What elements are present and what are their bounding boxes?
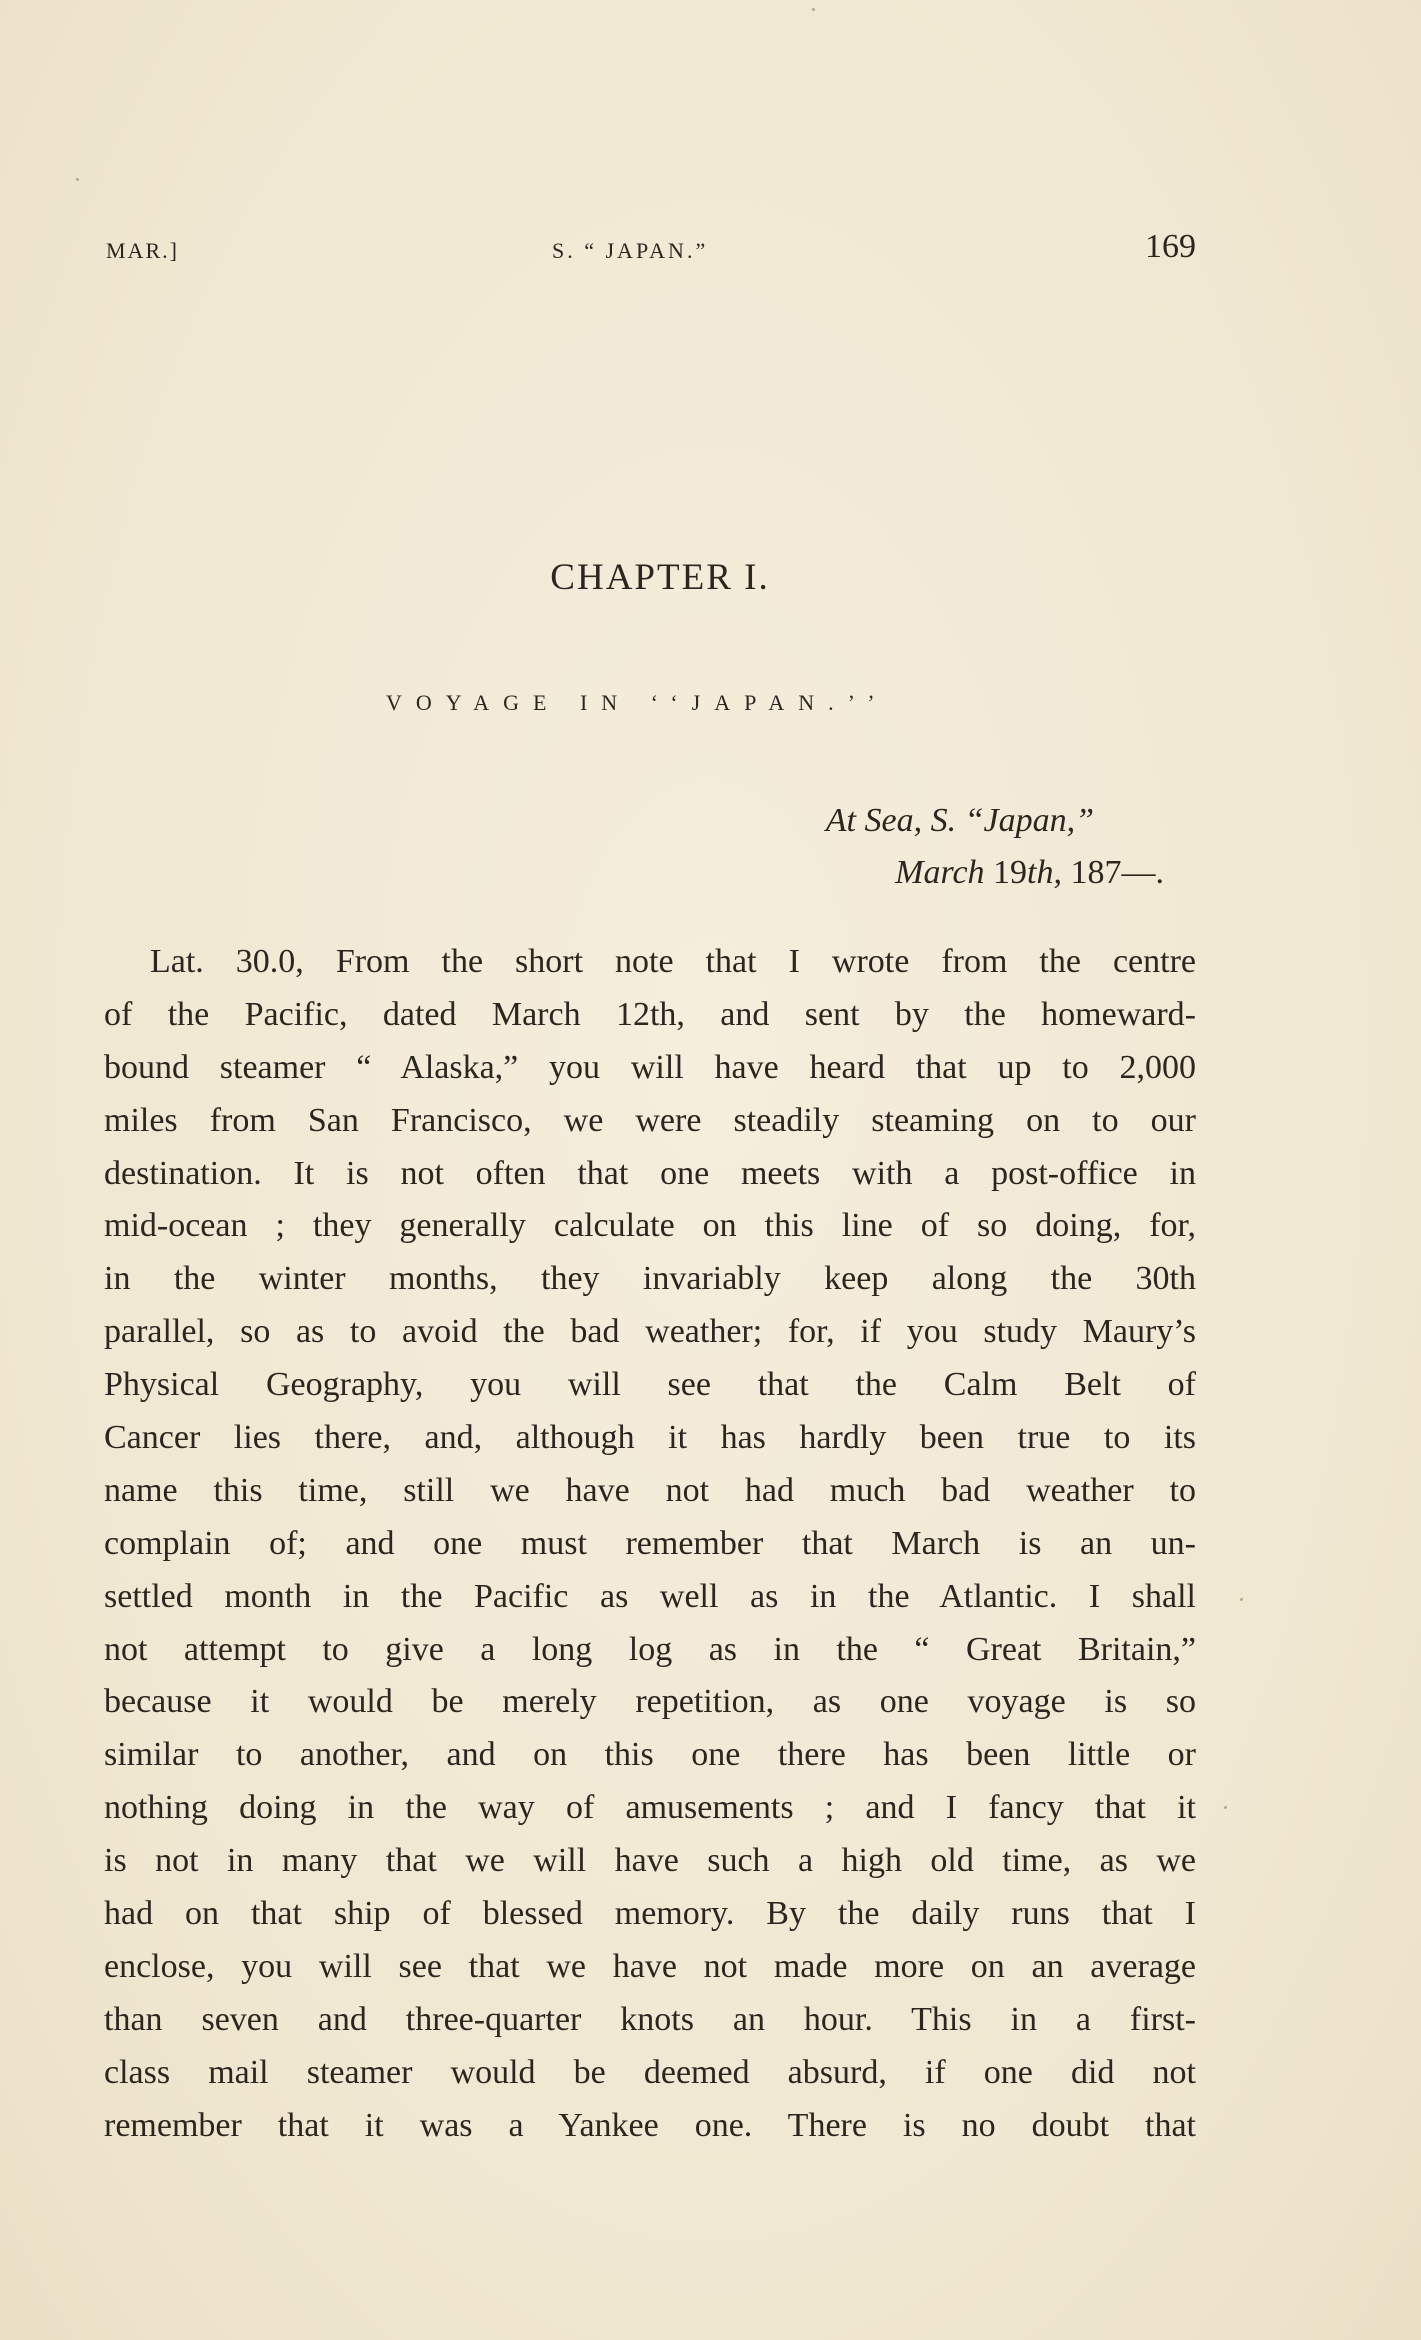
text-line: settled month in the Pacific as well as in the Atlantic. I shall: [104, 1577, 1196, 1615]
dateline-day-suffix: th,: [1027, 854, 1062, 891]
text-line: in the winter months, they invariably keep along the 30th: [104, 1260, 1196, 1298]
chapter-title: CHAPTER I.: [550, 557, 770, 598]
dateline-month: March: [895, 854, 985, 891]
paper-speck: [1240, 1598, 1243, 1601]
text-line: had on that ship of blessed memory. By the daily runs that I: [104, 1895, 1196, 1933]
text-line: Lat. 30.0, From the short note that I wrote from the centre: [150, 943, 1196, 980]
text-line: Physical Geography, you will see that the Calm Belt of: [104, 1366, 1196, 1404]
text-line: nothing doing in the way of amusements ; and I fancy that it: [104, 1789, 1196, 1827]
text-line: not attempt to give a long log as in the “ Great Britain,”: [104, 1630, 1196, 1668]
text-line: enclose, you will see that we have not made more on an average: [104, 1947, 1196, 1985]
body-text: [104, 936, 1196, 2152]
dateline: [0, 802, 1421, 912]
text-line: parallel, so as to avoid the bad weather; for, if you study Maury’s: [104, 1313, 1196, 1351]
text-line: name this time, still we have not had much bad weather to: [104, 1471, 1196, 1509]
text-line: miles from San Francisco, we were steadily steaming on to our: [104, 1101, 1196, 1139]
running-head: [106, 228, 1196, 272]
page-number: 169: [1145, 228, 1196, 265]
text-line: than seven and three-quarter knots an hour. This in a first-: [104, 2000, 1196, 2038]
running-head-month: MAR.]: [106, 238, 179, 263]
text-line: remember that it was a Yankee one. There is no doubt that: [104, 2106, 1196, 2144]
text-line: Cancer lies there, and, although it has hardly been true to its: [104, 1419, 1196, 1457]
paper-speck: [76, 178, 79, 181]
text-line: class mail steamer would be deemed absurd, if one did not: [104, 2053, 1196, 2091]
dateline-place: At Sea, S. “Japan,”: [825, 802, 1094, 839]
chapter-subtitle: VOYAGE IN ‘‘JAPAN.’’: [386, 690, 889, 715]
paper-speck: [1224, 1806, 1227, 1809]
text-line: complain of; and one must remember that March is an un-: [104, 1524, 1196, 1562]
text-line: similar to another, and on this one there has been little or: [104, 1736, 1196, 1774]
dateline-day: 19: [993, 854, 1028, 891]
text-line: is not in many that we will have such a high old time, as we: [104, 1842, 1196, 1880]
text-line: because it would be merely repetition, as one voyage is so: [104, 1683, 1196, 1721]
dateline-year: 187—.: [1070, 854, 1164, 891]
paper-speck: [812, 8, 815, 11]
text-line: destination. It is not often that one meets with a post-office in: [104, 1154, 1196, 1192]
text-line: bound steamer “ Alaska,” you will have heard that up to 2,000: [104, 1048, 1196, 1086]
text-line: mid-ocean ; they generally calculate on this line of so doing, for,: [104, 1207, 1196, 1245]
text-line: of the Pacific, dated March 12th, and sent by the homeward-: [104, 995, 1196, 1033]
dateline-date: [895, 854, 1164, 892]
running-head-title: S. “ JAPAN.”: [552, 238, 709, 263]
